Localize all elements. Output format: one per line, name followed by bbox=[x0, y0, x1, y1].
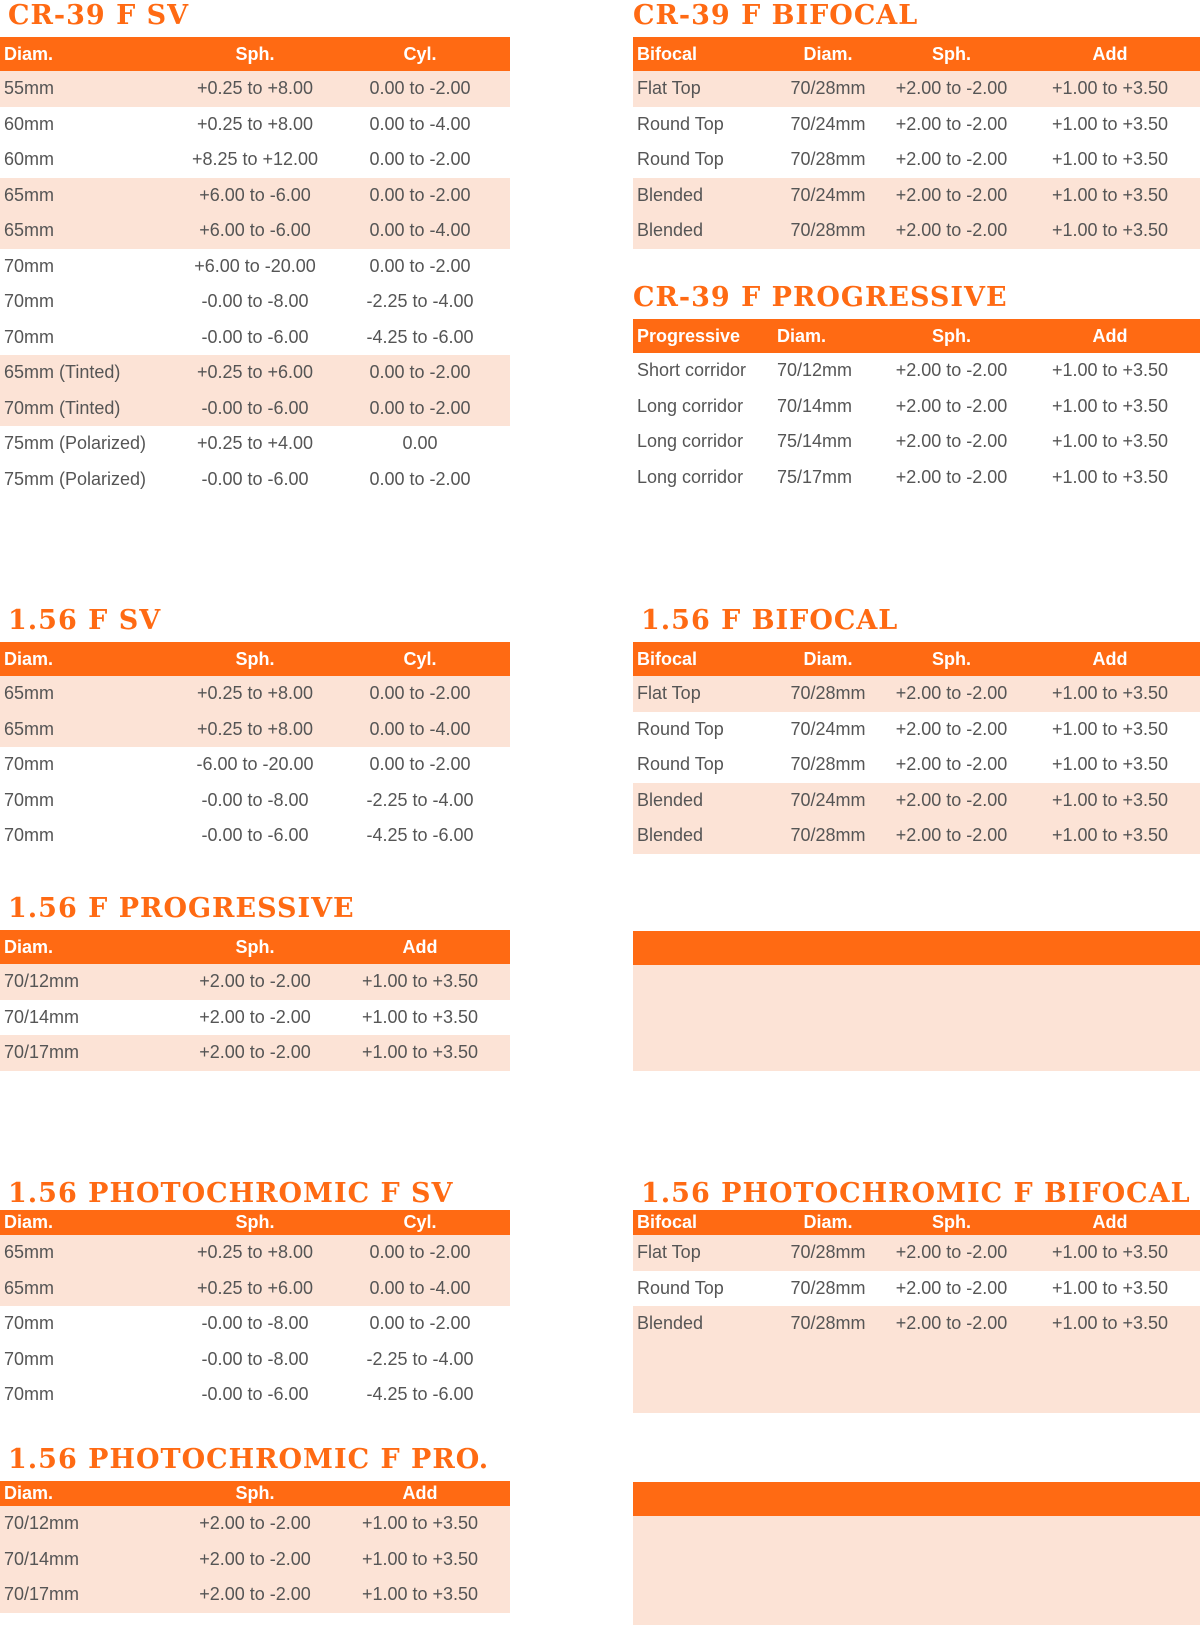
table-row bbox=[633, 747, 1200, 783]
table-cell: 75/17mm bbox=[777, 466, 853, 487]
column-header: Sph. bbox=[180, 642, 330, 676]
table-cell: Flat Top bbox=[633, 1235, 773, 1271]
table-cell: +0.25 to +8.00 bbox=[180, 71, 330, 107]
table-cell: -0.00 to -8.00 bbox=[201, 1313, 309, 1334]
table-cell: -0.00 to -8.00 bbox=[201, 1348, 309, 1369]
table-cell: +2.00 to -2.00 bbox=[895, 360, 1008, 381]
empty-body bbox=[633, 965, 1200, 1071]
column-header: Add bbox=[1020, 319, 1200, 353]
table-row bbox=[633, 213, 1200, 249]
table-cell: 0.00 to -2.00 bbox=[369, 149, 471, 170]
table-cell: 70mm bbox=[4, 825, 55, 846]
table-cell: -2.25 to -4.00 bbox=[366, 1348, 474, 1369]
table-cell: 70/28mm bbox=[790, 1277, 866, 1298]
table-header-row bbox=[633, 319, 1200, 353]
table-cell: 70mm (Tinted) bbox=[0, 391, 180, 427]
photo-pro-section bbox=[0, 1444, 509, 1613]
table-cell: 0.00 to -4.00 bbox=[330, 213, 510, 249]
table-cell: +1.00 to +3.50 bbox=[330, 964, 510, 1000]
column-header: Add bbox=[1020, 642, 1200, 676]
column-header: Diam. bbox=[773, 319, 883, 353]
table-cell: +0.25 to +6.00 bbox=[180, 355, 330, 391]
table-cell: 0.00 to -2.00 bbox=[369, 1313, 471, 1334]
column-header: Sph. bbox=[883, 37, 1020, 71]
table-cell: +2.00 to -2.00 bbox=[180, 1577, 330, 1613]
column-header: Sph. bbox=[180, 1210, 330, 1235]
table-row bbox=[633, 460, 1200, 496]
column-header: Bifocal bbox=[633, 37, 773, 71]
table-cell: +1.00 to +3.50 bbox=[1051, 431, 1169, 452]
table-header-row bbox=[0, 1210, 510, 1235]
table-cell: 70/28mm bbox=[790, 754, 866, 775]
table-row bbox=[0, 249, 510, 285]
column-header: Sph. bbox=[883, 642, 1020, 676]
table-cell: -0.00 to -8.00 bbox=[201, 291, 309, 312]
table-cell: 0.00 to -2.00 bbox=[369, 754, 471, 775]
table-cell: 0.00 to -4.00 bbox=[369, 113, 471, 134]
table-cell: +6.00 to -6.00 bbox=[180, 213, 330, 249]
table-cell: Short corridor bbox=[637, 360, 747, 381]
column-header: Sph. bbox=[883, 1210, 1020, 1235]
table-cell: +1.00 to +3.50 bbox=[1051, 360, 1169, 381]
table-row bbox=[0, 1000, 510, 1036]
table-row bbox=[0, 1542, 510, 1578]
table-cell: +2.00 to -2.00 bbox=[883, 1235, 1020, 1271]
table-cell: 70mm bbox=[4, 1384, 55, 1405]
table-cell: 70mm bbox=[4, 754, 55, 775]
table-cell: -4.25 to -6.00 bbox=[366, 825, 474, 846]
table-row bbox=[0, 818, 510, 854]
table-cell: +2.00 to -2.00 bbox=[199, 1006, 311, 1027]
section-title: CR-39 F PROGRESSIVE bbox=[633, 282, 1008, 313]
table-cell: 70/28mm bbox=[773, 818, 883, 854]
table-cell: 70mm bbox=[4, 1348, 55, 1369]
table-row bbox=[0, 71, 510, 107]
table-row bbox=[0, 1235, 510, 1271]
table-cell: 70mm bbox=[4, 255, 55, 276]
table-row bbox=[0, 1271, 510, 1307]
table-cell: 75/14mm bbox=[777, 431, 853, 452]
table-cell: -2.25 to -4.00 bbox=[366, 789, 474, 810]
i156-progressive-section bbox=[0, 893, 509, 1071]
column-header: Diam. bbox=[773, 642, 883, 676]
table-cell: Flat Top bbox=[633, 676, 773, 712]
table-cell: +1.00 to +3.50 bbox=[1051, 718, 1169, 739]
table-cell: 75mm (Polarized) bbox=[4, 433, 147, 454]
table-cell: +1.00 to +3.50 bbox=[1051, 149, 1169, 170]
table-cell: +0.25 to +4.00 bbox=[196, 433, 314, 454]
table-cell: Blended bbox=[633, 818, 773, 854]
table-cell: Round Top bbox=[637, 1277, 724, 1298]
column-header: Diam. bbox=[0, 37, 180, 71]
table-cell: 70/12mm bbox=[777, 360, 853, 381]
table-row bbox=[0, 320, 510, 356]
table-cell: 0.00 to -4.00 bbox=[330, 1271, 510, 1307]
table-row bbox=[633, 818, 1200, 854]
table-cell: 0.00 to -2.00 bbox=[330, 178, 510, 214]
table-row bbox=[0, 107, 510, 143]
table-cell: 70/24mm bbox=[773, 178, 883, 214]
column-header: Cyl. bbox=[330, 1210, 510, 1235]
table-cell: 70/24mm bbox=[773, 783, 883, 819]
column-header: Add bbox=[1020, 37, 1200, 71]
table-cell: +1.00 to +3.50 bbox=[1051, 395, 1169, 416]
table-cell: Round Top bbox=[637, 754, 724, 775]
table-cell: +1.00 to +3.50 bbox=[361, 1006, 479, 1027]
table-cell: 65mm bbox=[0, 1271, 180, 1307]
table-cell: +1.00 to +3.50 bbox=[1051, 466, 1169, 487]
photo-bifocal-table bbox=[633, 1210, 1200, 1342]
table-cell: Blended bbox=[633, 213, 773, 249]
table-cell: 65mm bbox=[0, 712, 180, 748]
table-row bbox=[633, 353, 1200, 389]
column-header: Cyl. bbox=[330, 37, 510, 71]
table-cell: -4.25 to -6.00 bbox=[366, 326, 474, 347]
table-cell: +1.00 to +3.50 bbox=[1020, 71, 1200, 107]
table-cell: Long corridor bbox=[637, 395, 744, 416]
section-title: 1.56 F BIFOCAL bbox=[641, 605, 899, 636]
table-cell: +1.00 to +3.50 bbox=[330, 1506, 510, 1542]
table-row bbox=[633, 71, 1200, 107]
table-cell: 0.00 to -2.00 bbox=[330, 676, 510, 712]
table-cell: 70/28mm bbox=[773, 676, 883, 712]
table-cell: 70/14mm bbox=[0, 1542, 180, 1578]
table-row bbox=[0, 1342, 510, 1378]
table-cell: Blended bbox=[633, 178, 773, 214]
table-cell: 70/14mm bbox=[4, 1006, 80, 1027]
table-cell: +1.00 to +3.50 bbox=[1051, 754, 1169, 775]
table-cell: 0.00 to -2.00 bbox=[330, 391, 510, 427]
table-cell: +1.00 to +3.50 bbox=[330, 1542, 510, 1578]
table-cell: 60mm bbox=[4, 113, 55, 134]
table-cell: -0.00 to -6.00 bbox=[201, 825, 309, 846]
table-cell: +1.00 to +3.50 bbox=[1020, 1235, 1200, 1271]
table-row bbox=[633, 712, 1200, 748]
table-cell: 70/17mm bbox=[0, 1035, 180, 1071]
table-cell: 70/12mm bbox=[0, 964, 180, 1000]
cr39-progressive-section bbox=[633, 282, 1200, 495]
table-row bbox=[633, 1235, 1200, 1271]
table-header-row bbox=[633, 1210, 1200, 1235]
table-row bbox=[0, 178, 510, 214]
i156-progressive-table bbox=[0, 930, 510, 1071]
table-row bbox=[0, 1306, 510, 1342]
table-cell: 0.00 to -2.00 bbox=[369, 255, 471, 276]
table-cell: 70/24mm bbox=[790, 113, 866, 134]
cr39-bifocal-section bbox=[633, 0, 1200, 249]
table-cell: +0.25 to +8.00 bbox=[180, 712, 330, 748]
cr39-bifocal-table bbox=[633, 37, 1200, 249]
table-header-row bbox=[0, 37, 510, 71]
table-cell: +2.00 to -2.00 bbox=[180, 964, 330, 1000]
i156-bifocal-table bbox=[633, 642, 1200, 854]
table-cell: +8.25 to +12.00 bbox=[191, 149, 319, 170]
table-cell: +6.00 to -20.00 bbox=[194, 255, 316, 276]
table-cell: 60mm bbox=[4, 149, 55, 170]
section-title: CR-39 F BIFOCAL bbox=[633, 0, 919, 31]
table-cell: -0.00 to -6.00 bbox=[201, 468, 309, 489]
table-row bbox=[633, 676, 1200, 712]
empty-table-block bbox=[633, 931, 1200, 1071]
table-cell: -2.25 to -4.00 bbox=[366, 291, 474, 312]
table-row bbox=[0, 1377, 510, 1413]
photo-pro-table bbox=[0, 1481, 510, 1613]
column-header: Diam. bbox=[0, 1210, 180, 1235]
table-cell: +2.00 to -2.00 bbox=[895, 113, 1008, 134]
table-cell: 75mm (Polarized) bbox=[4, 468, 147, 489]
column-header: Add bbox=[330, 1481, 510, 1506]
empty-table-block bbox=[633, 1482, 1200, 1625]
table-cell: +2.00 to -2.00 bbox=[895, 149, 1008, 170]
column-header: Diam. bbox=[773, 1210, 883, 1235]
table-cell: Round Top bbox=[637, 149, 724, 170]
section-title: CR-39 F SV bbox=[8, 0, 190, 31]
table-row bbox=[0, 462, 510, 498]
table-row bbox=[0, 213, 510, 249]
table-cell: 65mm bbox=[0, 213, 180, 249]
table-cell: 65mm bbox=[0, 178, 180, 214]
table-cell: +2.00 to -2.00 bbox=[883, 178, 1020, 214]
table-header-row bbox=[0, 930, 510, 964]
cr39-sv-section bbox=[0, 0, 509, 497]
section-title: 1.56 PHOTOCHROMIC F BIFOCAL bbox=[641, 1178, 1191, 1209]
table-cell: +2.00 to -2.00 bbox=[180, 1035, 330, 1071]
table-header-row bbox=[633, 642, 1200, 676]
table-cell: +1.00 to +3.50 bbox=[330, 1577, 510, 1613]
table-cell: 70/28mm bbox=[773, 1235, 883, 1271]
table-row bbox=[0, 284, 510, 320]
table-cell: 65mm (Tinted) bbox=[0, 355, 180, 391]
table-row bbox=[0, 783, 510, 819]
table-cell: 70/14mm bbox=[777, 395, 853, 416]
column-header: Sph. bbox=[180, 930, 330, 964]
table-row bbox=[0, 964, 510, 1000]
cr39-progressive-table bbox=[633, 319, 1200, 495]
table-cell: 70mm bbox=[4, 291, 55, 312]
table-cell: +0.25 to +8.00 bbox=[180, 1235, 330, 1271]
table-row bbox=[0, 426, 510, 462]
table-cell: Long corridor bbox=[637, 466, 744, 487]
i156-sv-table bbox=[0, 642, 510, 854]
table-cell: +1.00 to +3.50 bbox=[1020, 818, 1200, 854]
cr39-sv-table bbox=[0, 37, 510, 497]
table-row bbox=[0, 1577, 510, 1613]
table-row bbox=[0, 355, 510, 391]
table-cell: 0.00 to -2.00 bbox=[330, 71, 510, 107]
table-row bbox=[0, 391, 510, 427]
table-cell: +1.00 to +3.50 bbox=[1020, 676, 1200, 712]
table-row bbox=[633, 142, 1200, 178]
table-cell: Blended bbox=[633, 1306, 773, 1342]
column-header: Add bbox=[1020, 1210, 1200, 1235]
column-header: Diam. bbox=[0, 1481, 180, 1506]
section-title: 1.56 F PROGRESSIVE bbox=[8, 893, 355, 924]
table-cell: 70/17mm bbox=[0, 1577, 180, 1613]
table-row bbox=[0, 712, 510, 748]
table-cell: +2.00 to -2.00 bbox=[883, 71, 1020, 107]
table-cell: -0.00 to -6.00 bbox=[201, 326, 309, 347]
table-cell: 0.00 to -2.00 bbox=[330, 1235, 510, 1271]
table-cell: +2.00 to -2.00 bbox=[180, 1542, 330, 1578]
table-row bbox=[633, 389, 1200, 425]
table-cell: +1.00 to +3.50 bbox=[1020, 1306, 1200, 1342]
column-header: Bifocal bbox=[633, 1210, 773, 1235]
table-cell: +1.00 to +3.50 bbox=[1051, 113, 1169, 134]
column-header: Diam. bbox=[0, 642, 180, 676]
table-cell: +1.00 to +3.50 bbox=[330, 1035, 510, 1071]
column-header: Sph. bbox=[883, 319, 1020, 353]
table-cell: 70/28mm bbox=[790, 149, 866, 170]
table-cell: 65mm bbox=[0, 676, 180, 712]
table-cell: 70/28mm bbox=[773, 213, 883, 249]
table-cell: +2.00 to -2.00 bbox=[895, 431, 1008, 452]
table-cell: +2.00 to -2.00 bbox=[883, 213, 1020, 249]
table-cell: -0.00 to -8.00 bbox=[201, 789, 309, 810]
table-cell: Round Top bbox=[637, 113, 724, 134]
table-cell: +1.00 to +3.50 bbox=[1020, 213, 1200, 249]
table-header-row bbox=[633, 37, 1200, 71]
photo-sv-section bbox=[0, 1178, 509, 1413]
table-cell: 70/12mm bbox=[0, 1506, 180, 1542]
column-header: Diam. bbox=[0, 930, 180, 964]
table-cell: +6.00 to -6.00 bbox=[180, 178, 330, 214]
table-cell: +2.00 to -2.00 bbox=[883, 818, 1020, 854]
table-cell: +2.00 to -2.00 bbox=[883, 1306, 1020, 1342]
table-cell: -6.00 to -20.00 bbox=[196, 754, 314, 775]
table-cell: Flat Top bbox=[633, 71, 773, 107]
table-cell: +2.00 to -2.00 bbox=[883, 676, 1020, 712]
table-cell: +0.25 to +8.00 bbox=[196, 113, 314, 134]
table-row bbox=[0, 747, 510, 783]
table-cell: +1.00 to +3.50 bbox=[1051, 1277, 1169, 1298]
table-cell: -4.25 to -6.00 bbox=[366, 1384, 474, 1405]
table-row bbox=[633, 424, 1200, 460]
table-cell: 0.00 to -2.00 bbox=[369, 468, 471, 489]
table-cell: 70mm bbox=[4, 326, 55, 347]
table-row bbox=[633, 107, 1200, 143]
table-row bbox=[633, 1271, 1200, 1307]
table-cell: +2.00 to -2.00 bbox=[895, 395, 1008, 416]
photo-bifocal-section bbox=[633, 1178, 1200, 1413]
empty-header-bar bbox=[633, 1482, 1200, 1516]
i156-bifocal-section bbox=[633, 605, 1200, 854]
column-header: Add bbox=[330, 930, 510, 964]
section-title: 1.56 PHOTOCHROMIC F SV bbox=[8, 1178, 454, 1209]
table-row bbox=[0, 1506, 510, 1542]
table-cell: +2.00 to -2.00 bbox=[895, 1277, 1008, 1298]
table-cell: +1.00 to +3.50 bbox=[1020, 178, 1200, 214]
table-cell: Round Top bbox=[637, 718, 724, 739]
table-cell: 0.00 to -4.00 bbox=[330, 712, 510, 748]
table-cell: 0.00 bbox=[402, 433, 438, 454]
table-cell: +0.25 to +6.00 bbox=[180, 1271, 330, 1307]
table-cell: -0.00 to -6.00 bbox=[180, 391, 330, 427]
table-cell: +1.00 to +3.50 bbox=[1020, 783, 1200, 819]
i156-sv-section bbox=[0, 605, 509, 854]
table-cell: -0.00 to -6.00 bbox=[201, 1384, 309, 1405]
table-row bbox=[633, 1306, 1200, 1342]
column-header: Sph. bbox=[180, 1481, 330, 1506]
table-cell: Long corridor bbox=[637, 431, 744, 452]
empty-header-bar bbox=[633, 931, 1200, 965]
table-cell: 65mm bbox=[0, 1235, 180, 1271]
table-cell: 70mm bbox=[4, 789, 55, 810]
table-cell: 0.00 to -2.00 bbox=[330, 355, 510, 391]
table-cell: +2.00 to -2.00 bbox=[895, 718, 1008, 739]
photo-sv-table bbox=[0, 1210, 510, 1413]
table-cell: +2.00 to -2.00 bbox=[895, 466, 1008, 487]
table-row bbox=[0, 676, 510, 712]
table-row bbox=[633, 783, 1200, 819]
column-header: Bifocal bbox=[633, 642, 773, 676]
section-title: 1.56 F SV bbox=[8, 605, 162, 636]
empty-body bbox=[633, 1342, 1200, 1413]
table-cell: 70/28mm bbox=[773, 71, 883, 107]
table-header-row bbox=[0, 642, 510, 676]
table-row bbox=[0, 142, 510, 178]
empty-body bbox=[633, 1516, 1200, 1625]
table-cell: Blended bbox=[633, 783, 773, 819]
table-row bbox=[633, 178, 1200, 214]
column-header: Cyl. bbox=[330, 642, 510, 676]
table-cell: 70/28mm bbox=[773, 1306, 883, 1342]
column-header: Diam. bbox=[773, 37, 883, 71]
table-cell: +2.00 to -2.00 bbox=[883, 783, 1020, 819]
section-title: 1.56 PHOTOCHROMIC F PRO. bbox=[8, 1444, 490, 1475]
column-header: Sph. bbox=[180, 37, 330, 71]
table-row bbox=[0, 1035, 510, 1071]
column-header: Progressive bbox=[633, 319, 773, 353]
table-cell: 55mm bbox=[0, 71, 180, 107]
table-cell: +0.25 to +8.00 bbox=[180, 676, 330, 712]
table-cell: +2.00 to -2.00 bbox=[895, 754, 1008, 775]
table-cell: +2.00 to -2.00 bbox=[180, 1506, 330, 1542]
table-header-row bbox=[0, 1481, 510, 1506]
table-cell: 70mm bbox=[4, 1313, 55, 1334]
table-cell: 70/24mm bbox=[790, 718, 866, 739]
